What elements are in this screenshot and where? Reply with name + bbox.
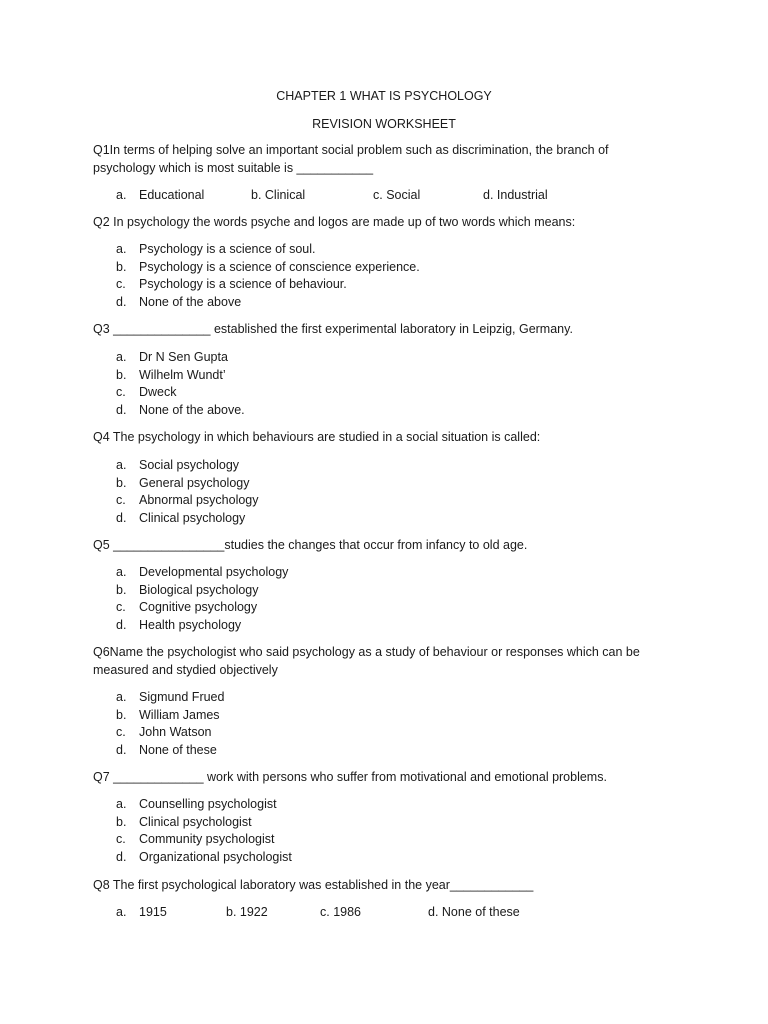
q8-option-a: 1915 <box>139 905 167 919</box>
option-text: General psychology <box>139 475 250 490</box>
option-letter: c. <box>116 493 126 508</box>
list-item <box>116 349 636 367</box>
q6-options <box>116 689 636 759</box>
option-text: Sigmund Frued <box>139 690 225 704</box>
list-item <box>116 689 636 707</box>
option-text: None of the above. <box>139 402 245 417</box>
option-letter: b. <box>116 582 127 597</box>
page-subtitle: REVISION WORKSHEET <box>312 117 456 131</box>
option-letter: a. <box>116 350 127 364</box>
option-letter: d. <box>116 402 127 417</box>
q2-options <box>116 241 636 311</box>
option-letter: c. <box>116 385 126 400</box>
list-item <box>116 707 636 725</box>
option-letter: d. <box>116 849 127 864</box>
question-8: Q8 The first psychological laboratory was established in the year____________ <box>93 878 534 892</box>
option-text: None of these <box>139 742 217 757</box>
option-text: John Watson <box>139 725 212 740</box>
option-text: Organizational psychologist <box>139 849 292 864</box>
q1-option-letter-a: a. <box>116 188 127 202</box>
option-letter: d. <box>116 617 127 632</box>
option-text: Social psychology <box>139 458 240 472</box>
list-item <box>116 617 636 635</box>
list-item <box>116 475 636 493</box>
option-letter: d. <box>116 510 127 525</box>
list-item <box>116 259 636 277</box>
q5-options <box>116 564 636 634</box>
option-text: Developmental psychology <box>139 565 289 579</box>
option-letter: c. <box>116 832 126 847</box>
q1-option-b: b. Clinical <box>251 188 306 202</box>
list-item <box>116 564 636 582</box>
option-text: Biological psychology <box>139 582 259 597</box>
option-text: Counselling psychologist <box>139 797 277 811</box>
option-text: Psychology is a science of behaviour. <box>139 277 347 292</box>
q8-option-c: c. 1986 <box>320 905 362 919</box>
option-text: Psychology is a science of soul. <box>139 242 316 256</box>
option-text: Health psychology <box>139 617 242 632</box>
list-item <box>116 457 636 475</box>
list-item <box>116 724 636 742</box>
list-item <box>116 599 636 617</box>
option-text: Clinical psychology <box>139 510 246 525</box>
list-item <box>116 402 636 420</box>
list-item <box>116 384 636 402</box>
option-text: Dweck <box>139 385 177 400</box>
option-text: Psychology is a science of conscience experience. <box>139 259 420 274</box>
q8-option-d: d. None of these <box>428 905 520 919</box>
question-6: Q6Name the psychologist who said psychology as a study of behaviour or responses which can be measured and stydied objectively <box>93 645 640 677</box>
option-text: Wilhelm Wundt’ <box>139 367 226 382</box>
list-item <box>116 742 636 760</box>
option-letter: a. <box>116 565 127 579</box>
option-text: Abnormal psychology <box>139 493 259 508</box>
option-text: Community psychologist <box>139 832 275 847</box>
option-letter: c. <box>116 277 126 292</box>
q3-options <box>116 349 636 419</box>
option-text: None of the above <box>139 294 242 309</box>
list-item <box>116 367 636 385</box>
q8-option-letter-a: a. <box>116 905 127 919</box>
q7-options <box>116 796 636 866</box>
option-letter: b. <box>116 367 127 382</box>
q8-option-b: b. 1922 <box>226 905 268 919</box>
list-item <box>116 582 636 600</box>
option-letter: b. <box>116 707 127 722</box>
list-item <box>116 294 636 312</box>
q1-option-a: Educational <box>139 188 205 202</box>
list-item <box>116 510 636 528</box>
option-text: Dr N Sen Gupta <box>139 350 228 364</box>
option-letter: b. <box>116 814 127 829</box>
list-item <box>116 814 636 832</box>
option-letter: b. <box>116 259 127 274</box>
list-item <box>116 276 636 294</box>
list-item <box>116 831 636 849</box>
q1-option-d: d. Industrial <box>483 188 548 202</box>
option-letter: c. <box>116 725 126 740</box>
q1-option-c: c. Social <box>373 188 421 202</box>
question-7: Q7 _____________ work with persons who suffer from motivational and emotional problems. <box>93 770 607 784</box>
option-letter: a. <box>116 242 127 256</box>
option-text: William James <box>139 707 220 722</box>
option-text: Clinical psychologist <box>139 814 252 829</box>
question-1: Q1In terms of helping solve an important social problem such as discrimination, the branch of psychology which is most suitable is ___________ <box>93 143 609 175</box>
option-letter: d. <box>116 742 127 757</box>
option-letter: a. <box>116 690 127 704</box>
option-letter: a. <box>116 797 127 811</box>
question-4: Q4 The psychology in which behaviours are studied in a social situation is called: <box>93 430 541 444</box>
list-item <box>116 849 636 867</box>
list-item <box>116 241 636 259</box>
list-item <box>116 492 636 510</box>
option-text: Cognitive psychology <box>139 600 258 615</box>
q4-options <box>116 457 636 527</box>
question-2: Q2 In psychology the words psyche and logos are made up of two words which means: <box>93 215 576 229</box>
option-letter: c. <box>116 600 126 615</box>
question-3: Q3 ______________ established the first experimental laboratory in Leipzig, Germany. <box>93 322 573 336</box>
option-letter: b. <box>116 475 127 490</box>
page-title: CHAPTER 1 WHAT IS PSYCHOLOGY <box>276 89 492 103</box>
question-5: Q5 ________________studies the changes that occur from infancy to old age. <box>93 538 528 552</box>
option-letter: a. <box>116 458 127 472</box>
list-item <box>116 796 636 814</box>
option-letter: d. <box>116 294 127 309</box>
